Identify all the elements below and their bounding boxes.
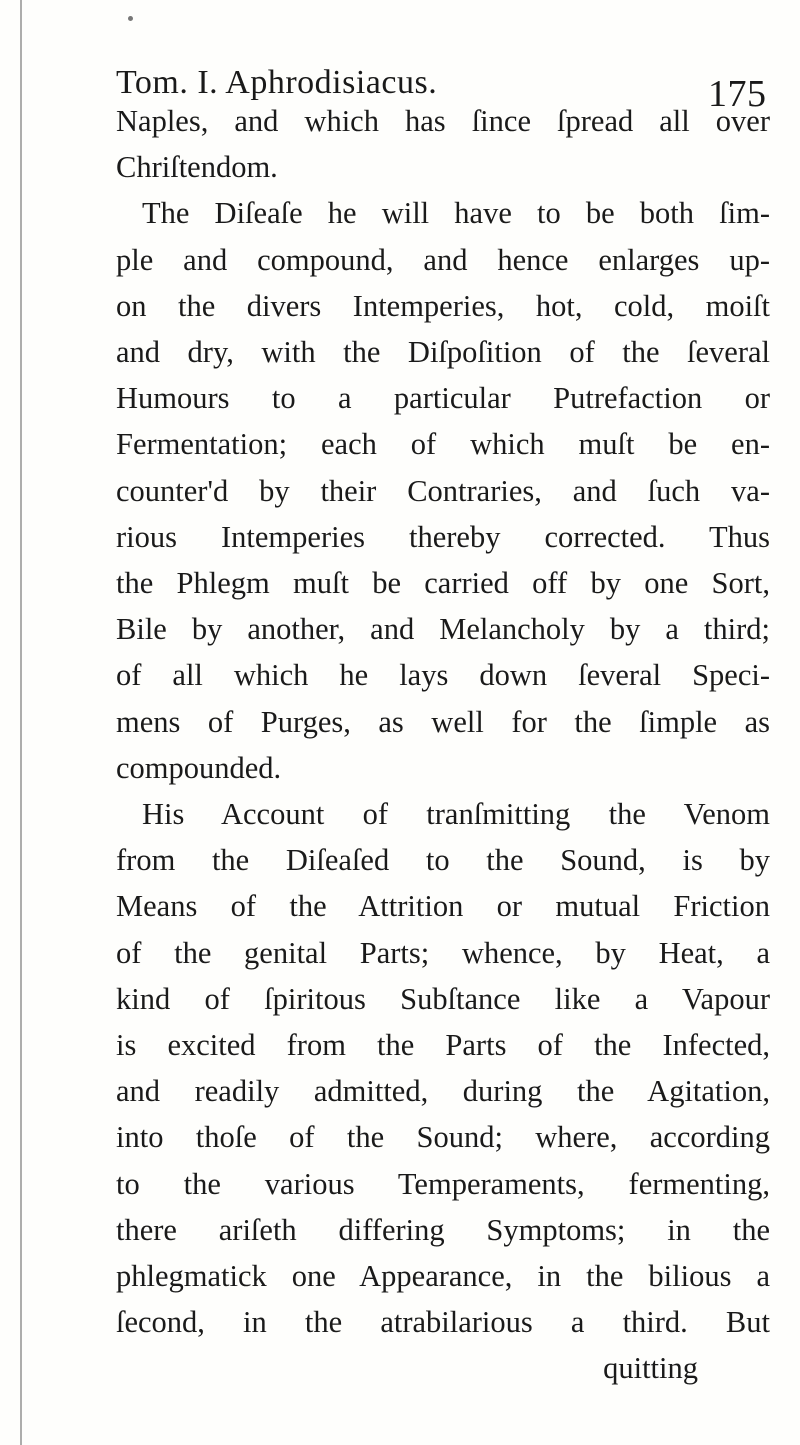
text-line: there ariſeth differing Symptoms; in the — [116, 1212, 770, 1247]
print-speck — [128, 16, 133, 21]
text-line: from the Diſeaſed to the Sound, is by — [116, 843, 770, 878]
text-line: and readily admitted, during the Agitation, — [116, 1074, 770, 1109]
text-line: Humours to a particular Putrefaction or — [116, 381, 770, 416]
text-line: to the various Temperaments, fermenting, — [116, 1166, 770, 1201]
text-line: phlegmatick one Appearance, in the bilious a — [116, 1259, 770, 1294]
text-line: is excited from the Parts of the Infected, — [116, 1028, 770, 1063]
body-text — [116, 98, 770, 1392]
running-head: Tom. I. Aphrodisiacus. — [116, 64, 438, 101]
text-line: compounded. — [116, 750, 282, 785]
text-line: the Phlegm muſt be carried off by one Sort, — [116, 566, 770, 601]
gutter-edge — [20, 0, 22, 1445]
text-line: ple and compound, and hence enlarges up- — [116, 242, 770, 277]
text-line: His Account of tranſmitting the Venom — [142, 797, 770, 832]
text-line: on the divers Intemperies, hot, cold, moiſt — [116, 288, 770, 323]
text-line: counter'd by their Contraries, and ſuch va- — [116, 473, 770, 508]
text-line: Naples, and which has ſince ſpread all over — [116, 104, 770, 138]
text-line: of all which he lays down ſeveral Speci- — [116, 658, 770, 693]
text-line: rious Intemperies thereby corrected. Thus — [116, 519, 770, 554]
text-line: mens of Purges, as well for the ſimple as — [116, 704, 770, 739]
text-line: into thoſe of the Sound; where, according — [116, 1120, 770, 1155]
page-number: 175 — [708, 73, 767, 115]
text-line: and dry, with the Diſpoſition of the ſeveral — [116, 335, 770, 370]
text-line: Bile by another, and Melancholy by a third; — [116, 612, 770, 647]
text-line: Fermentation; each of which muſt be en- — [116, 427, 770, 462]
text-line: The Diſeaſe he will have to be both ſim- — [142, 196, 770, 231]
text-line: Chriſtendom. — [116, 150, 278, 185]
text-line: of the genital Parts; whence, by Heat, a — [116, 935, 770, 970]
text-line: ſecond, in the atrabilarious a third. But — [116, 1305, 770, 1340]
text-line: Means of the Attrition or mutual Friction — [116, 889, 770, 924]
catchword: quitting — [603, 1351, 698, 1386]
text-line: kind of ſpiritous Subſtance like a Vapour — [116, 981, 770, 1016]
